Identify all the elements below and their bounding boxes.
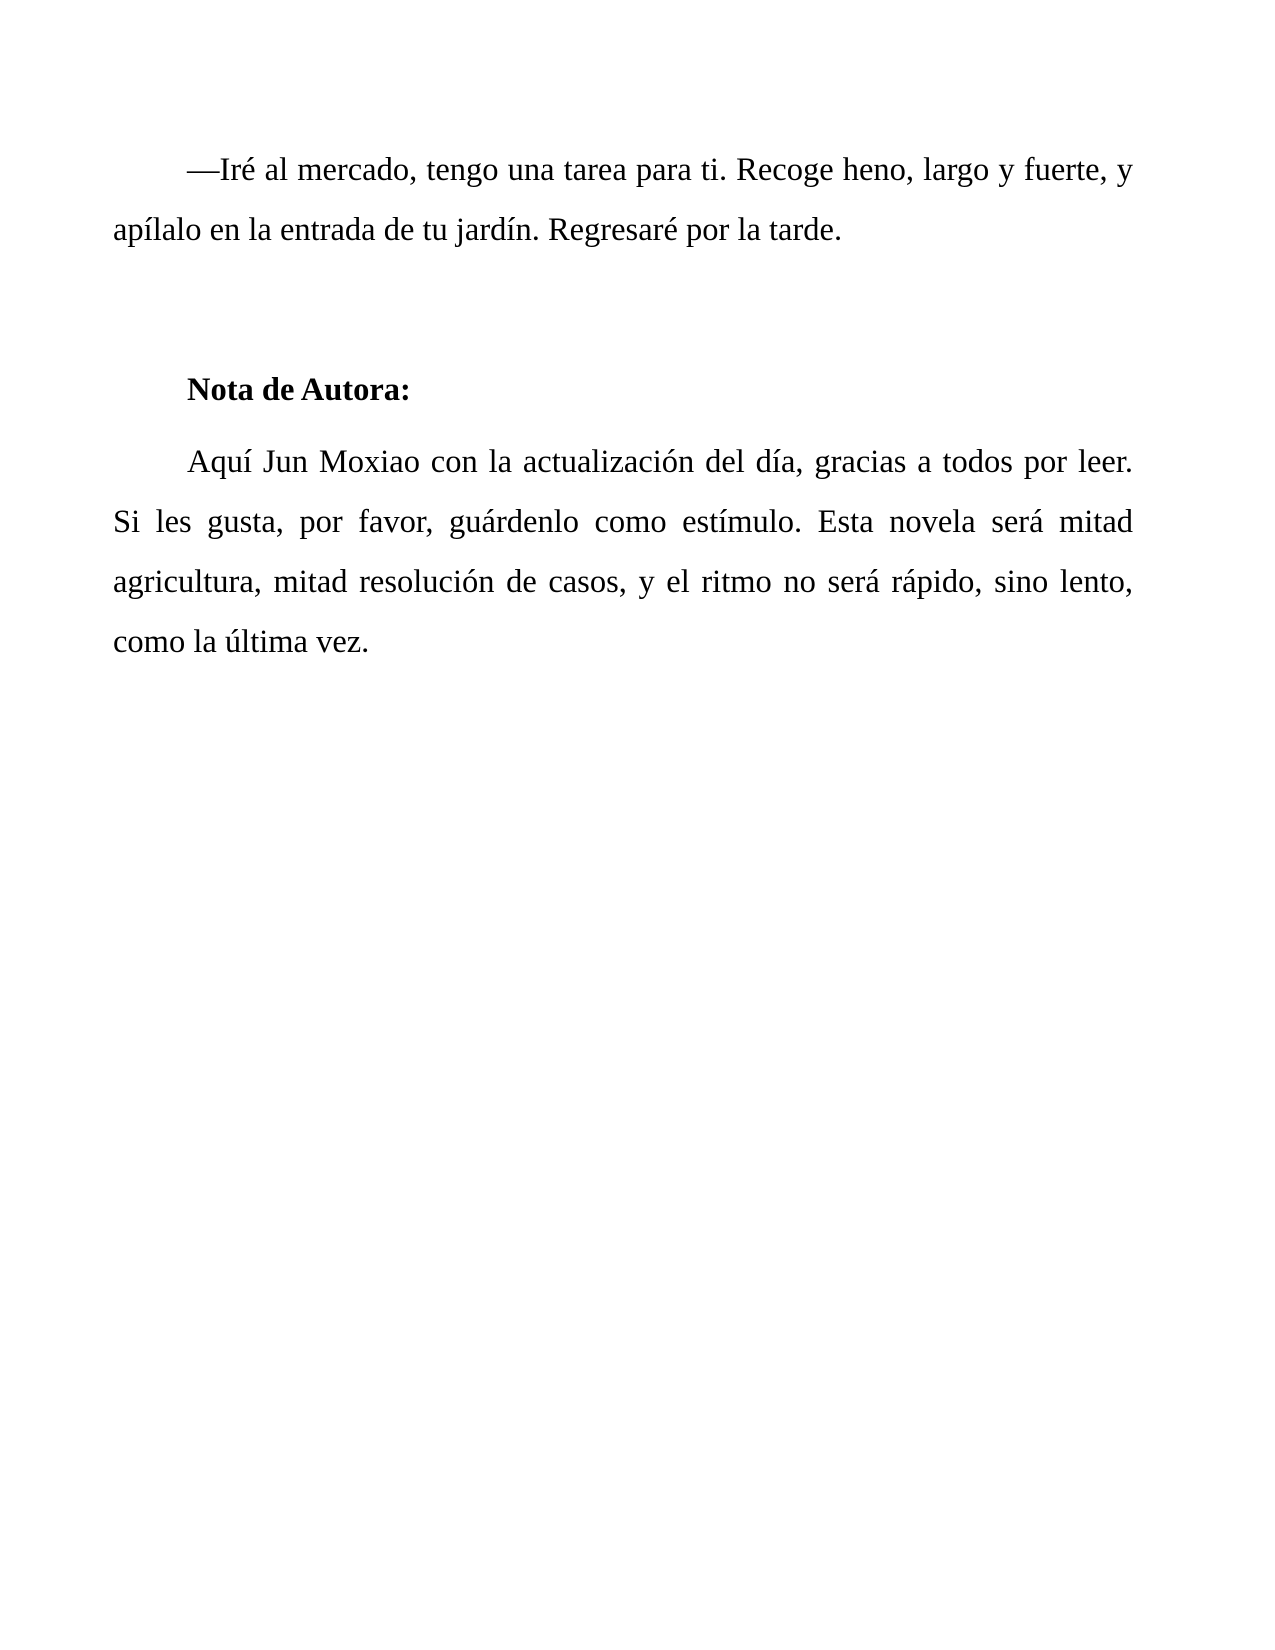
story-paragraph: —Iré al mercado, tengo una tarea para ti. Recoge heno, largo y fuerte, y apílalo en la entrada de tu jardín. Regresaré por la tarde. [113, 152, 1133, 248]
author-note-heading: Nota de Autora: [187, 372, 411, 408]
author-note-paragraph: Aquí Jun Moxiao con la actualización del día, gracias a todos por leer. Si les gusta, por favor, guárdenlo como estímulo. Esta novela será mitad agricultura, mitad resolución de casos, y el ritmo no será rápido, sino lento, como la última vez. [113, 444, 1133, 660]
